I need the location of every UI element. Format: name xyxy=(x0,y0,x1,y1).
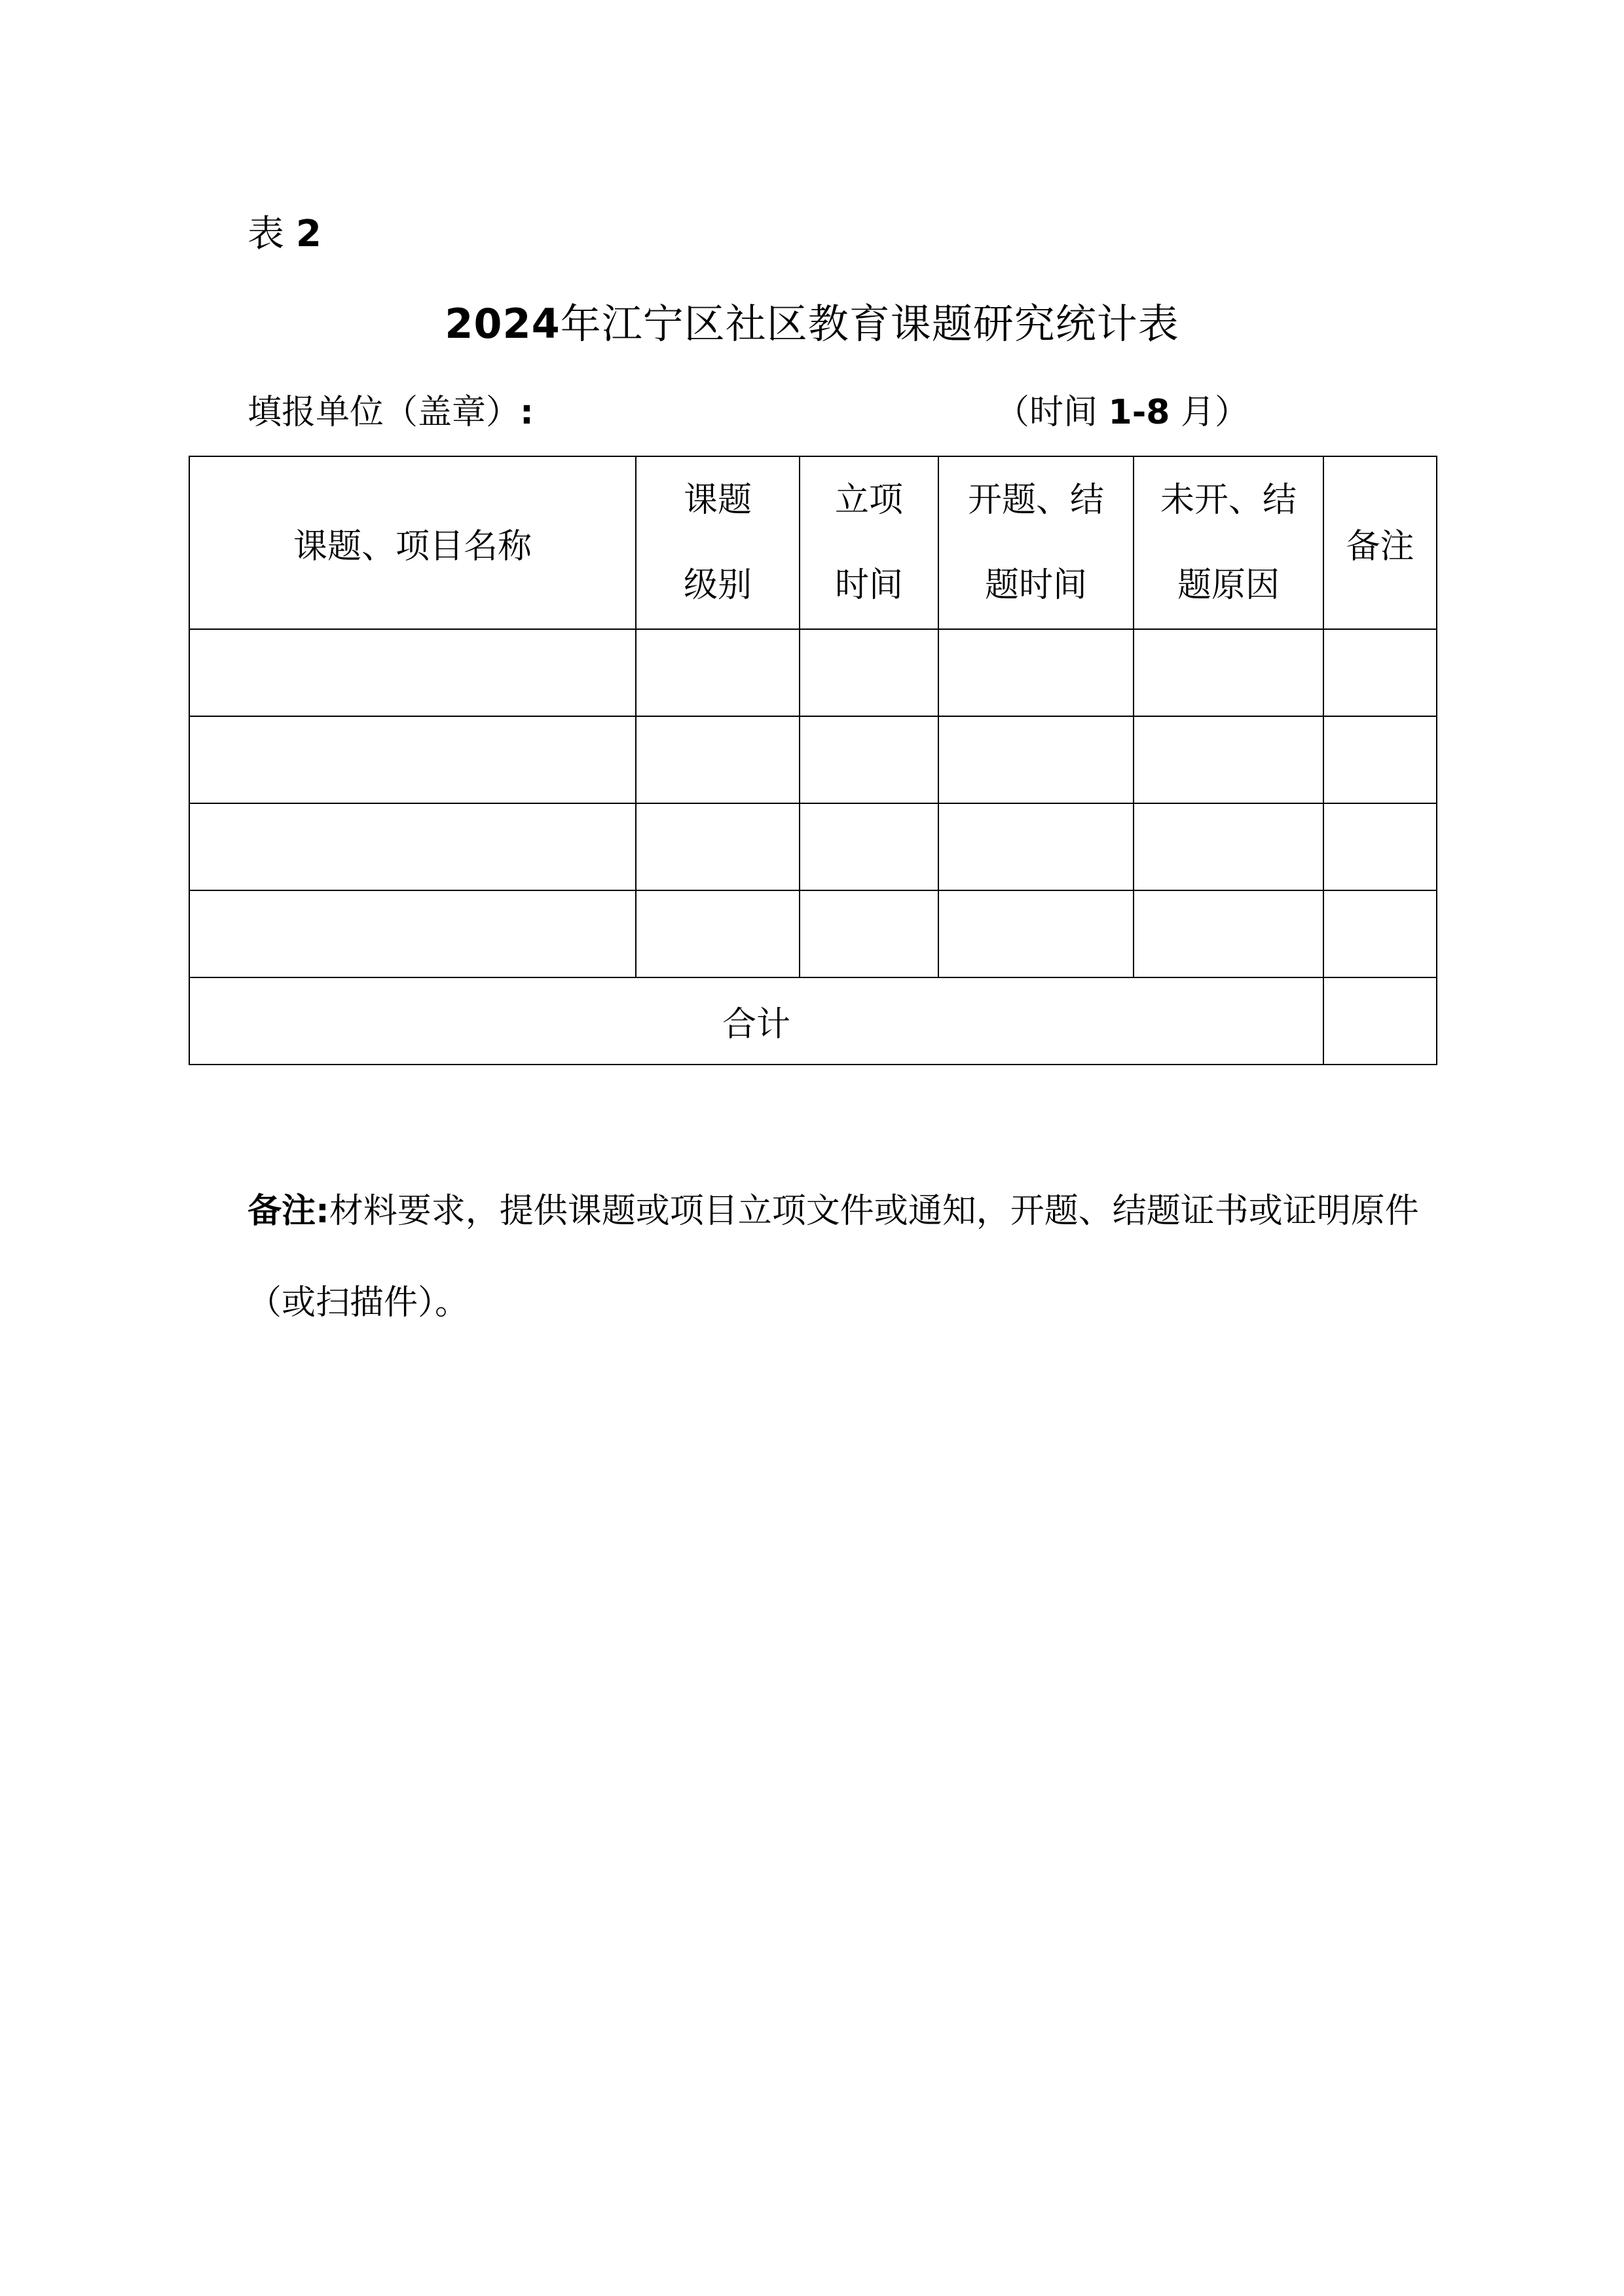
title-year: 2024 xyxy=(445,300,561,348)
total-remarks-cell[interactable] xyxy=(1323,977,1437,1065)
cell-remarks[interactable] xyxy=(1323,716,1437,803)
cell-project-name[interactable] xyxy=(189,629,636,716)
cell-level[interactable] xyxy=(636,716,800,803)
cell-remarks[interactable] xyxy=(1323,629,1437,716)
header-approval-time xyxy=(800,456,938,629)
header-opening-closing-time xyxy=(938,456,1134,629)
period-open: （时间 xyxy=(995,393,1109,432)
cell-not-opened-reason[interactable] xyxy=(1134,890,1323,977)
page-title xyxy=(0,295,1624,354)
header-level-line1: 课题 xyxy=(683,481,752,520)
cell-not-opened-reason[interactable] xyxy=(1134,803,1323,890)
cell-approval-time[interactable] xyxy=(800,803,938,890)
header-level xyxy=(636,456,800,629)
period-range: 1-8 xyxy=(1108,393,1170,432)
cell-project-name[interactable] xyxy=(189,890,636,977)
cell-not-opened-reason[interactable] xyxy=(1134,716,1323,803)
table-label xyxy=(248,208,322,261)
note-text: 材料要求，提供课题或项目立项文件或通知，开题、结题证书或证明原件（或扫描件）。 xyxy=(248,1192,1419,1322)
header-approval-line2: 时间 xyxy=(834,566,903,605)
table-label-number: 2 xyxy=(295,213,322,255)
statistics-table xyxy=(189,456,1437,1065)
fill-unit-colon: : xyxy=(520,393,534,432)
cell-level[interactable] xyxy=(636,803,800,890)
header-opening-line2: 题时间 xyxy=(984,566,1087,605)
table-row xyxy=(189,803,1437,890)
header-not-opened-reason xyxy=(1134,456,1323,629)
table-row xyxy=(189,716,1437,803)
table-row xyxy=(189,629,1437,716)
header-remarks: 备注 xyxy=(1323,456,1437,629)
cell-opening-closing-time[interactable] xyxy=(938,890,1134,977)
cell-approval-time[interactable] xyxy=(800,629,938,716)
header-approval-line1: 立项 xyxy=(834,481,903,520)
cell-level[interactable] xyxy=(636,890,800,977)
cell-remarks[interactable] xyxy=(1323,803,1437,890)
cell-remarks[interactable] xyxy=(1323,890,1437,977)
cell-level[interactable] xyxy=(636,629,800,716)
period-close: 月） xyxy=(1170,393,1249,432)
cell-opening-closing-time[interactable] xyxy=(938,803,1134,890)
table-label-prefix: 表 xyxy=(248,213,284,255)
header-level-line2: 级别 xyxy=(683,566,752,605)
total-label: 合计 xyxy=(189,977,1323,1065)
fill-unit-line xyxy=(248,386,534,439)
header-reason-line2: 题原因 xyxy=(1177,566,1280,605)
cell-opening-closing-time[interactable] xyxy=(938,716,1134,803)
title-text: 年江宁区社区教育课题研究统计表 xyxy=(560,300,1179,348)
table-header-row xyxy=(189,456,1437,629)
cell-approval-time[interactable] xyxy=(800,890,938,977)
header-reason-line1: 未开、结 xyxy=(1160,481,1297,520)
table-row xyxy=(189,890,1437,977)
cell-approval-time[interactable] xyxy=(800,716,938,803)
cell-project-name[interactable] xyxy=(189,716,636,803)
cell-opening-closing-time[interactable] xyxy=(938,629,1134,716)
cell-project-name[interactable] xyxy=(189,803,636,890)
fill-unit-label: 填报单位（盖章） xyxy=(248,393,521,432)
note-paragraph xyxy=(248,1165,1426,1349)
cell-not-opened-reason[interactable] xyxy=(1134,629,1323,716)
header-opening-line1: 开题、结 xyxy=(967,481,1104,520)
note-label: 备注: xyxy=(248,1192,329,1231)
total-row xyxy=(189,977,1437,1065)
header-project-name: 课题、项目名称 xyxy=(189,456,636,629)
period-line xyxy=(995,386,1249,439)
